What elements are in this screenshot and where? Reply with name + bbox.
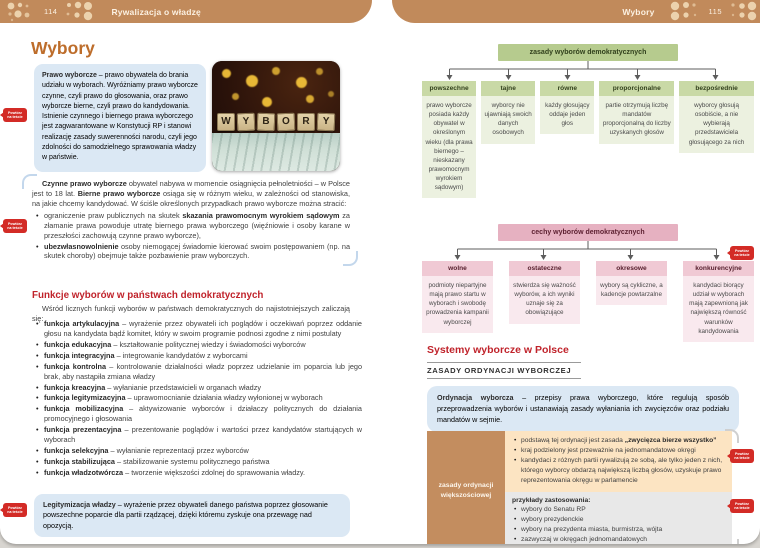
list-item: • kraj podzielony jest przeważnie na jednomandatowe okręgi: [521, 446, 725, 456]
decorative-corner: [22, 174, 37, 189]
diagram-item: [599, 81, 674, 198]
page-right: [380, 0, 760, 544]
item-text: podmioty niepartyjne mają prawo startu w wyborach i swobodę prowadzenia kampanii wyborczej: [422, 276, 493, 333]
banknotes-area: [212, 133, 340, 171]
item-text: partie otrzymują liczbę mandatów proporcjonalną do liczby uzyskanych głosów: [599, 96, 674, 144]
table-row-label: zasady ordynacji większościowej: [427, 431, 505, 544]
diagram-title: cechy wyborów demokratycznych: [498, 224, 678, 241]
list-item: • funkcja edukacyjna – kształtowanie politycznej wiedzy i świadomości wyborców: [44, 340, 362, 350]
decorative-corner: [725, 429, 739, 443]
section-heading-funkcje: Funkcje wyborów w państwach demokratycznych: [32, 290, 264, 301]
list-item: • wybory prezydenckie: [521, 515, 725, 525]
dots-ornament: [726, 1, 760, 22]
letter-tile: R: [297, 113, 315, 131]
list-item: • zazwyczaj w okręgach jednomandatowych: [521, 535, 725, 544]
diagram-item: [422, 261, 493, 342]
item-text: stwierdza się ważność wyborów, a ich wyniki uznaje się za obowiązujące: [509, 276, 580, 324]
list-item: • kandydaci z różnych partii rywalizują ze sobą, ale tylko jeden z nich, którego wyborcy obdarzą największą liczbą głosów, uzyskuje prawo reprezentowania okręgu w parlamencie: [521, 456, 725, 486]
dots-ornament: [61, 1, 101, 22]
decorative-corner: [725, 539, 739, 544]
list-item: • funkcja artykulacyjna – wyrażenie przez obywateli ich poglądów i oczekiwań poprzez oddanie głosu na kandydata bądź komitet, który w swoim programie podnosi zgodne z nimi postulaty: [44, 319, 362, 339]
item-label: proporcjonalne: [599, 81, 674, 96]
diagram-cechy-wyborow: [422, 224, 754, 342]
page-title: Wybory: [31, 38, 95, 58]
diagram-title: zasady wyborów demokratycznych: [498, 44, 678, 61]
connector-arrows: [422, 61, 754, 81]
definition-text: Prawo wyborcze – prawo obywatela do brania udziału w wyborach. Wyróżniamy prawo wyborcze czynne, czyli prawo do głosowania, oraz prawo wyborcze bierne, czyli prawo do kandydowania. Istnienie czynnego i biernego prawa wyborczego jest zagwarantowane w Konstytucji RP i stanowi realizację zasady suwerenności narodu, czyli jego zdolności do samodzielnego sprawowania władzy w państwie.: [42, 72, 198, 162]
item-label: wolne: [422, 261, 493, 276]
item-text: wybory są cykliczne, a kadencje powtarzalne: [596, 276, 667, 305]
margin-tab: Powtórz na teście: [3, 219, 27, 233]
margin-tab: Powtórz na teście: [730, 449, 754, 463]
item-label: okresowe: [596, 261, 667, 276]
examples-title: przykłady zastosowania:: [512, 497, 591, 505]
diagram-item: [481, 81, 535, 198]
item-text: prawo wyborcze posiada każdy obywatel w określonym wieku (dla prawa biernego – nieskazany prawomocnym wyrokiem sądowym): [422, 96, 476, 198]
wybory-photo: [212, 61, 340, 171]
item-label: ostateczne: [509, 261, 580, 276]
item-label: równe: [540, 81, 594, 96]
left-header-bar: [0, 0, 372, 23]
list-item: • funkcja kreacyjna – wyłanianie przedstawicieli w organach władzy: [44, 383, 362, 393]
list-item: • podstawą tej ordynacji jest zasada „zwycięzca bierze wszystko”: [521, 436, 725, 446]
item-text: każdy głosujący oddaje jeden głos: [540, 96, 594, 134]
diagram-item: [540, 81, 594, 198]
examples-cell: [505, 492, 732, 544]
list-item: • funkcja prezentacyjna – prezentowanie poglądów i wartości przez kandydatów startujących w wyborach: [44, 425, 362, 445]
item-text: wyborcy głosują osobiście, a nie wybierają przedstawiciela głosującego za nich: [679, 96, 754, 153]
list-item: • funkcja mobilizacyjna – aktywizowanie wyborców i działaczy politycznych do działania promocyjnego i głosowania: [44, 404, 362, 424]
list-item: • wybory na prezydenta miasta, burmistrza, wójta: [521, 525, 725, 535]
ordynacja-text: Ordynacja wyborcza – przepisy prawa wyborczego, które regulują sposób przeprowadzenia wyborów i ustanawiają zasady wyłaniania ich zwycięzców oraz podziału mandatów w sejmie.: [437, 393, 729, 424]
subheading-zasady-ordynacji: ZASADY ORDYNACJI WYBORCZEJ: [427, 362, 581, 379]
list-item: • funkcja stabilizująca – stabilizowanie systemu politycznego państwa: [44, 457, 362, 467]
list-item: • funkcja legitymizacyjna – uprawomocnianie działania władzy wyłonionej w wyborach: [44, 393, 362, 403]
item-label: bezpośrednie: [679, 81, 754, 96]
list-item: • ograniczenie praw publicznych na skutek skazania prawomocnym wyrokiem sądowym za złamanie prawa powoduje utratę biernego prawa wyborczego (więźniowie i osoby karane w przeszłości zachowują czynne prawo wyborcze),: [44, 211, 350, 241]
chapter-label: Rywalizacja o władzę: [111, 6, 201, 17]
letter-tile: Y: [237, 113, 256, 132]
page-number-right: 115: [708, 7, 722, 16]
list-item: • funkcja integracyjna – integrowanie kandydatów z wyborcami: [44, 351, 362, 361]
list-item: • ubezwłasnowolnienie osoby niemogącej świadomie kierować swoim postępowaniem (np. na skutek choroby) obejmuje także pozbawienie praw wyborczych.: [44, 242, 350, 262]
ordynacja-table: [427, 431, 732, 544]
margin-tab: Powtórz na teście: [3, 108, 27, 122]
dots-ornament: [6, 1, 40, 22]
letter-tiles: [212, 113, 340, 131]
chapter-label: Wybory: [622, 6, 655, 17]
rules-cell: [505, 431, 732, 492]
examples-list: [512, 505, 725, 544]
letter-tile: W: [217, 113, 235, 131]
functions-list: [32, 319, 362, 479]
diagram-item: [422, 81, 476, 198]
definition-box-legitymizacja: [34, 494, 350, 537]
connector-arrows: [422, 241, 754, 261]
list-item: • wybory do Senatu RP: [521, 505, 725, 515]
diagram-item: [679, 81, 754, 198]
diagram-zasady-wyborow: [422, 44, 754, 198]
definition-box-ordynacja: [427, 386, 739, 432]
legitymizacja-text: Legitymizacja władzy – wyrażenie przez obywateli danego państwa poprzez głosowanie powszechne poparcie dla partii rządzącej, dzięki któremu zyskuje ona przewagę nad opozycją.: [43, 500, 328, 530]
margin-tab: Powtórz na teście: [730, 499, 754, 513]
letter-tile: O: [277, 113, 296, 132]
decorative-corner: [343, 251, 358, 266]
right-header-bar: [392, 0, 760, 23]
item-label: tajne: [481, 81, 535, 96]
list-item: • funkcja selekcyjna – wyłanianie reprezentacji przez wyborców: [44, 446, 362, 456]
item-text: wyborcy nie ujawniają swoich danych osobowych: [481, 96, 535, 144]
list-item: • funkcja władzotwórcza – tworzenie większości zdolnej do sprawowania władzy.: [44, 468, 362, 478]
margin-tab: Powtórz na teście: [3, 503, 27, 517]
diagram-item: [509, 261, 580, 342]
item-label: konkurencyjne: [683, 261, 754, 276]
paragraph-czynne-bierne: [32, 179, 350, 262]
section-intro-text: Wśród licznych funkcji wyborów w państwach demokratycznych do najistotniejszych zaliczają się:: [32, 304, 350, 323]
dots-ornament: [665, 1, 705, 22]
paragraph-text: Czynne prawo wyborcze obywatel nabywa w momencie osiągnięcia pełnoletniości – w Polsce jest to 18 lat. Bierne prawo wyborcze osiąga się w różnym wieku, w zależności od stanowiska, na jakie chcemy kandydować. W ściśle określonych przypadkach prawo wyborcze można stracić:: [32, 179, 350, 208]
item-text: kandydaci biorący udział w wyborach mają zapewnioną jak największą równość warunków kandydowania: [683, 276, 754, 342]
list-item: • funkcja kontrolna – kontrolowanie działalności władz poprzez udzielanie im poparcia lub jego brak, aby nastąpiła zmiana władzy: [44, 362, 362, 382]
item-label: powszechne: [422, 81, 476, 96]
definition-box-prawo-wyborcze: [34, 64, 206, 172]
page-number-left: 114: [44, 7, 58, 16]
diagram-item: [683, 261, 754, 342]
letter-tile: B: [257, 113, 276, 132]
diagram-item: [596, 261, 667, 342]
section-heading-systemy: Systemy wyborcze w Polsce: [427, 344, 569, 356]
letter-tile: Y: [317, 113, 336, 132]
rules-list: [512, 436, 725, 486]
loss-of-rights-list: [32, 211, 350, 262]
margin-tab: Powtórz na teście: [730, 246, 754, 260]
